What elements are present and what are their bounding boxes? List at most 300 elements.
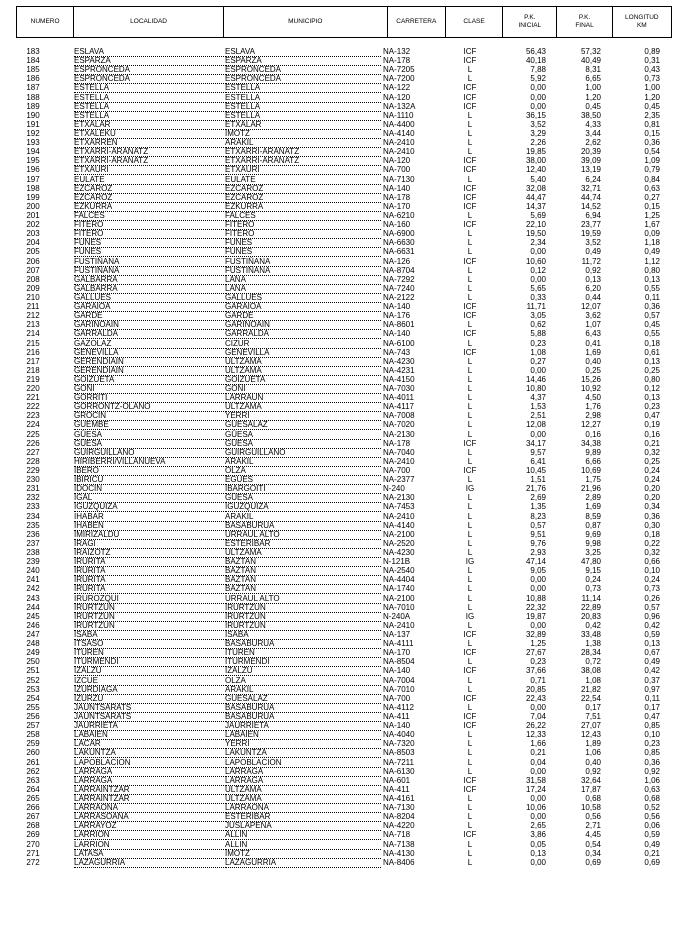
row-pk-final: 12,43 bbox=[580, 730, 601, 740]
row-localidad: LARRAONA bbox=[74, 803, 224, 813]
row-clase: L bbox=[467, 247, 473, 257]
header-numero: NUMERO bbox=[17, 7, 74, 38]
row-clase: L bbox=[467, 265, 473, 275]
row-pk-inicial: 0,05 bbox=[530, 839, 546, 849]
row-longitud: 0,17 bbox=[644, 702, 660, 712]
row-pk-final: 22,89 bbox=[580, 602, 601, 612]
row-pk-inicial: 0,00 bbox=[530, 101, 546, 111]
row-longitud: 0,09 bbox=[644, 229, 660, 239]
row-longitud: 0,10 bbox=[644, 730, 660, 740]
row-longitud: 0,21 bbox=[644, 438, 660, 448]
table-row bbox=[0, 539, 681, 548]
row-longitud: 0,25 bbox=[644, 456, 660, 466]
row-longitud: 0,52 bbox=[644, 803, 660, 813]
row-pk-final: 3,52 bbox=[585, 238, 601, 248]
table-row bbox=[0, 767, 681, 776]
row-carretera: NA-411 bbox=[383, 784, 410, 794]
row-numero: 186 bbox=[26, 74, 40, 84]
row-pk-final: 9,98 bbox=[585, 538, 601, 548]
row-municipio: ESTERIBAR bbox=[225, 539, 381, 549]
table-row bbox=[0, 785, 681, 794]
row-localidad: ETXAURI bbox=[74, 165, 224, 175]
row-numero: 254 bbox=[26, 693, 40, 703]
row-pk-final: 1,69 bbox=[585, 502, 601, 512]
row-longitud: 0,23 bbox=[644, 739, 660, 749]
table-row bbox=[0, 776, 681, 785]
row-clase: L bbox=[467, 338, 473, 348]
row-longitud: 0,89 bbox=[644, 47, 660, 56]
row-numero: 215 bbox=[26, 338, 40, 348]
row-carretera: NA-178 bbox=[383, 438, 411, 448]
row-numero: 245 bbox=[26, 611, 40, 621]
row-pk-final: 10,92 bbox=[580, 384, 601, 394]
row-pk-final: 9,15 bbox=[585, 566, 601, 576]
table-row bbox=[0, 676, 681, 685]
row-longitud: 0,11 bbox=[645, 292, 660, 302]
row-numero: 260 bbox=[26, 748, 40, 758]
row-clase: IG bbox=[465, 484, 475, 494]
row-pk-inicial: 0,13 bbox=[530, 848, 546, 858]
row-numero: 222 bbox=[26, 402, 40, 412]
row-municipio: ETXARRI-ARANATZ bbox=[225, 156, 381, 166]
table-row bbox=[0, 420, 681, 429]
row-carretera: NA-2130 bbox=[383, 429, 415, 439]
row-pk-inicial: 1,51 bbox=[530, 475, 546, 485]
row-localidad: ETXARREN bbox=[74, 138, 224, 148]
row-longitud: 0,57 bbox=[644, 602, 660, 612]
row-municipio: LAKUNTZA bbox=[225, 748, 381, 758]
row-clase: L bbox=[467, 374, 473, 384]
row-pk-final: 6,94 bbox=[585, 210, 601, 220]
row-numero: 251 bbox=[26, 666, 40, 676]
row-clase: L bbox=[467, 74, 473, 84]
row-carretera: NA-6631 bbox=[383, 247, 415, 257]
row-pk-inicial: 3,86 bbox=[530, 830, 546, 840]
row-pk-inicial: 0,00 bbox=[530, 575, 546, 585]
row-pk-final: 4,45 bbox=[585, 830, 601, 840]
row-pk-final: 9,69 bbox=[585, 529, 601, 539]
row-carretera: NA-6210 bbox=[383, 210, 415, 220]
row-localidad: LARRAYOZ bbox=[74, 821, 224, 831]
row-localidad: IZURZU bbox=[74, 694, 224, 704]
table-row bbox=[0, 493, 681, 502]
row-clase: L bbox=[467, 520, 473, 530]
row-pk-final: 0,41 bbox=[585, 338, 601, 348]
table-row bbox=[0, 630, 681, 639]
row-pk-final: 6,66 bbox=[585, 456, 601, 466]
row-longitud: 0,73 bbox=[644, 74, 660, 84]
row-pk-final: 20,39 bbox=[580, 147, 601, 157]
row-carretera: NA-700 bbox=[383, 466, 411, 476]
row-localidad: IZALZU bbox=[74, 666, 224, 676]
row-localidad: GOIZUETA bbox=[74, 375, 224, 385]
table-row bbox=[0, 603, 681, 612]
row-municipio: JAURRIETA bbox=[225, 721, 381, 731]
row-numero: 259 bbox=[26, 739, 40, 749]
row-localidad: EZCAROZ bbox=[74, 184, 224, 194]
row-numero: 252 bbox=[26, 675, 40, 685]
row-longitud: 0,73 bbox=[644, 584, 660, 594]
row-municipio: BASABURUA bbox=[225, 712, 381, 722]
row-carretera: NA-8601 bbox=[383, 320, 415, 330]
row-pk-inicial: 27,67 bbox=[525, 648, 546, 658]
row-localidad: IRUROZQUI bbox=[74, 594, 224, 604]
row-localidad: GARAIOA bbox=[74, 302, 224, 312]
row-clase: L bbox=[467, 493, 473, 503]
row-municipio: EZKURRA bbox=[225, 202, 381, 212]
row-pk-inicial: 7,88 bbox=[530, 65, 546, 75]
row-localidad: ITURMENDI bbox=[74, 657, 224, 667]
row-localidad: ETXALEKU bbox=[74, 129, 224, 139]
row-numero: 188 bbox=[26, 92, 40, 102]
row-longitud: 0,59 bbox=[644, 630, 660, 639]
row-localidad: IDOCIN bbox=[74, 484, 224, 494]
row-pk-inicial: 0,00 bbox=[530, 584, 546, 594]
row-pk-inicial: 10,45 bbox=[525, 466, 546, 476]
row-numero: 195 bbox=[26, 156, 40, 166]
row-pk-final: 0,49 bbox=[585, 247, 601, 257]
row-carretera: NA-4111 bbox=[383, 639, 414, 649]
row-clase: L bbox=[467, 147, 473, 157]
row-longitud: 0,24 bbox=[644, 466, 660, 476]
row-longitud: 0,97 bbox=[644, 684, 660, 694]
row-clase: IG bbox=[465, 557, 475, 567]
row-clase: L bbox=[467, 548, 473, 558]
row-numero: 232 bbox=[26, 493, 40, 503]
row-pk-inicial: 1,25 bbox=[530, 639, 546, 649]
row-municipio: BAZTAN bbox=[225, 584, 381, 594]
row-numero: 238 bbox=[26, 548, 40, 558]
row-longitud: 0,79 bbox=[644, 165, 660, 175]
row-municipio: IGUZQUIZA bbox=[225, 502, 381, 512]
row-carretera: NA-7040 bbox=[383, 447, 415, 457]
row-numero: 233 bbox=[26, 502, 40, 512]
row-pk-final: 11,72 bbox=[581, 256, 601, 266]
row-clase: L bbox=[467, 411, 473, 421]
table-row bbox=[0, 229, 681, 238]
row-longitud: 0,68 bbox=[644, 793, 660, 803]
table-row bbox=[0, 293, 681, 302]
row-clase: ICF bbox=[463, 92, 477, 102]
row-pk-final: 0,17 bbox=[585, 702, 601, 712]
row-clase: L bbox=[467, 274, 473, 284]
row-pk-inicial: 22,32 bbox=[525, 602, 546, 612]
row-carretera: NA-7205 bbox=[383, 65, 415, 75]
row-numero: 212 bbox=[26, 311, 40, 321]
row-longitud: 1,25 bbox=[644, 210, 660, 220]
row-longitud: 0,59 bbox=[644, 830, 660, 840]
row-clase: L bbox=[467, 292, 473, 302]
row-pk-final: 2,89 bbox=[585, 493, 601, 503]
row-municipio: LAPOBLACION bbox=[225, 758, 381, 768]
row-longitud: 0,43 bbox=[644, 65, 660, 75]
row-carretera: NA-4140 bbox=[383, 128, 415, 138]
row-clase: ICF bbox=[463, 721, 477, 731]
row-carretera: NA-743 bbox=[383, 347, 411, 357]
row-pk-final: 10,69 bbox=[580, 466, 601, 476]
table-row bbox=[0, 202, 681, 211]
row-pk-final: 23,77 bbox=[580, 220, 601, 230]
row-pk-final: 38,50 bbox=[580, 110, 601, 120]
row-carretera: NA-178 bbox=[383, 56, 411, 66]
table-row bbox=[0, 758, 681, 767]
row-pk-final: 1,07 bbox=[585, 320, 601, 330]
row-municipio: JUSLAPEÑA bbox=[225, 821, 381, 831]
row-clase: L bbox=[467, 812, 473, 822]
row-numero: 192 bbox=[26, 128, 40, 138]
row-numero: 237 bbox=[26, 538, 40, 548]
row-localidad: GALBARRA bbox=[74, 275, 224, 285]
row-carretera: NA-8204 bbox=[383, 812, 415, 822]
row-pk-final: 6,24 bbox=[585, 174, 601, 184]
row-localidad: FUSTIÑANA bbox=[74, 257, 224, 267]
row-pk-final: 32,71 bbox=[580, 183, 601, 193]
row-carretera: NA-6900 bbox=[383, 229, 415, 239]
row-longitud: 0,19 bbox=[644, 420, 660, 430]
row-municipio: ESPRONCEDA bbox=[225, 65, 381, 75]
row-numero: 211 bbox=[26, 302, 40, 312]
row-pk-inicial: 2,65 bbox=[530, 821, 546, 831]
row-longitud: 0,47 bbox=[644, 711, 660, 721]
row-clase: ICF bbox=[463, 192, 477, 202]
row-carretera: NA-176 bbox=[383, 311, 411, 321]
row-municipio: ESLAVA bbox=[225, 47, 381, 57]
row-numero: 185 bbox=[26, 65, 40, 75]
row-municipio: GOÑI bbox=[225, 384, 381, 394]
row-municipio: EZCAROZ bbox=[225, 193, 381, 203]
row-pk-final: 1,69 bbox=[585, 347, 601, 357]
row-numero: 244 bbox=[26, 602, 40, 612]
row-numero: 209 bbox=[26, 283, 40, 293]
table-row bbox=[0, 93, 681, 102]
row-municipio: ESTELLA bbox=[225, 111, 381, 121]
row-localidad: GERENDIAIN bbox=[74, 366, 224, 376]
row-pk-final: 0,56 bbox=[585, 812, 601, 822]
row-pk-inicial: 1,08 bbox=[530, 347, 546, 357]
row-municipio: URRAUL ALTO bbox=[225, 530, 381, 540]
row-numero: 183 bbox=[26, 47, 40, 56]
row-pk-inicial: 9,57 bbox=[530, 447, 546, 457]
row-pk-final: 40,49 bbox=[580, 56, 601, 66]
row-localidad: IHABEN bbox=[74, 521, 224, 531]
row-numero: 207 bbox=[26, 265, 40, 275]
row-carretera: NA-4130 bbox=[383, 848, 415, 858]
row-pk-inicial: 0,21 bbox=[530, 748, 546, 758]
row-municipio: GUESALAZ bbox=[225, 694, 381, 704]
row-clase: ICF bbox=[463, 775, 477, 785]
row-longitud: 1,00 bbox=[644, 83, 660, 93]
row-pk-inicial: 44,47 bbox=[525, 192, 546, 202]
row-carretera: NA-8503 bbox=[383, 748, 415, 758]
row-pk-inicial: 36,15 bbox=[525, 110, 546, 120]
row-localidad: LARRAINTZAR bbox=[74, 785, 224, 795]
row-numero: 241 bbox=[26, 575, 40, 585]
row-clase: ICF bbox=[463, 156, 477, 166]
row-carretera: NA-4117 bbox=[383, 402, 414, 412]
row-numero: 225 bbox=[26, 429, 40, 439]
table-row bbox=[0, 694, 681, 703]
row-pk-inicial: 3,05 bbox=[530, 311, 546, 321]
row-numero: 190 bbox=[26, 110, 40, 120]
row-pk-final: 47,80 bbox=[580, 557, 601, 567]
row-pk-inicial: 0,00 bbox=[530, 429, 546, 439]
table-row bbox=[0, 721, 681, 730]
row-localidad: GENEVILLA bbox=[74, 348, 224, 358]
row-clase: L bbox=[467, 119, 473, 129]
row-clase: ICF bbox=[463, 83, 477, 93]
row-municipio: GÜESA bbox=[225, 430, 381, 440]
row-numero: 198 bbox=[26, 183, 40, 193]
row-localidad: ITUREN bbox=[74, 648, 224, 658]
row-longitud: 0,11 bbox=[645, 693, 660, 703]
table-row bbox=[0, 575, 681, 584]
row-municipio: ETXALAR bbox=[225, 120, 381, 130]
table-row bbox=[0, 275, 681, 284]
row-municipio: ITURMENDI bbox=[225, 657, 381, 667]
row-carretera: NA-170 bbox=[383, 648, 411, 658]
row-numero: 205 bbox=[26, 247, 40, 257]
row-numero: 224 bbox=[26, 420, 40, 430]
row-carretera: NA-7292 bbox=[383, 274, 415, 284]
row-localidad: IRURITA bbox=[74, 575, 224, 585]
row-localidad: LARRION bbox=[74, 840, 224, 850]
row-localidad: GUIRGUILLANO bbox=[74, 448, 224, 458]
row-clase: L bbox=[467, 848, 473, 858]
row-localidad: GROCIN bbox=[74, 411, 224, 421]
row-localidad: FITERO bbox=[74, 229, 224, 239]
row-pk-inicial: 2,34 bbox=[530, 238, 546, 248]
row-clase: L bbox=[467, 138, 473, 148]
row-carretera: NA-7211 bbox=[383, 757, 414, 767]
row-localidad: ESTELLA bbox=[74, 111, 224, 121]
row-pk-final: 15,26 bbox=[580, 374, 601, 384]
row-municipio: ESPARZA bbox=[225, 56, 381, 66]
row-pk-inicial: 0,62 bbox=[530, 320, 546, 330]
row-numero: 220 bbox=[26, 384, 40, 394]
row-carretera: NA-132 bbox=[383, 47, 411, 56]
row-numero: 202 bbox=[26, 220, 40, 230]
row-pk-inicial: 22,10 bbox=[525, 220, 546, 230]
row-numero: 196 bbox=[26, 165, 40, 175]
row-pk-final: 28,34 bbox=[580, 648, 601, 658]
row-clase: L bbox=[467, 803, 473, 813]
row-longitud: 0,92 bbox=[644, 766, 660, 776]
row-carretera: NA-2410 bbox=[383, 620, 415, 630]
table-row bbox=[0, 165, 681, 174]
row-localidad: GÜESA bbox=[74, 430, 224, 440]
row-longitud: 0,61 bbox=[644, 347, 660, 357]
row-numero: 248 bbox=[26, 639, 40, 649]
row-numero: 247 bbox=[26, 630, 40, 639]
table-row bbox=[0, 411, 681, 420]
row-municipio: LARRAGA bbox=[225, 776, 381, 786]
row-pk-final: 0,34 bbox=[585, 848, 601, 858]
row-localidad: IRAIZOTZ bbox=[74, 548, 224, 558]
row-clase: ICF bbox=[463, 47, 477, 56]
row-longitud: 0,66 bbox=[644, 557, 660, 567]
row-localidad: ETXARRI-ARANATZ bbox=[74, 147, 224, 157]
row-carretera: NA-8406 bbox=[383, 857, 415, 867]
row-localidad: GARRALDA bbox=[74, 329, 224, 339]
row-longitud: 0,55 bbox=[644, 329, 660, 339]
row-pk-inicial: 14,46 bbox=[525, 374, 546, 384]
table-row bbox=[0, 648, 681, 657]
row-pk-inicial: 0,23 bbox=[530, 657, 546, 667]
table-row bbox=[0, 138, 681, 147]
row-pk-final: 8,31 bbox=[585, 65, 601, 75]
table-row bbox=[0, 156, 681, 165]
row-pk-inicial: 0,23 bbox=[530, 338, 546, 348]
row-clase: ICF bbox=[463, 347, 477, 357]
row-longitud: 0,13 bbox=[644, 393, 660, 403]
row-clase: L bbox=[467, 602, 473, 612]
table-row bbox=[0, 794, 681, 803]
row-longitud: 2,35 bbox=[644, 110, 660, 120]
row-municipio: BAZTAN bbox=[225, 557, 381, 567]
row-carretera: NA-2377 bbox=[383, 475, 415, 485]
table-row bbox=[0, 74, 681, 83]
row-carretera: NA-8704 bbox=[383, 265, 415, 275]
row-longitud: 0,30 bbox=[644, 520, 660, 530]
row-clase: L bbox=[467, 429, 473, 439]
row-pk-inicial: 5,69 bbox=[530, 210, 546, 220]
row-localidad: ITSASO bbox=[74, 639, 224, 649]
row-municipio: GOIZUETA bbox=[225, 375, 381, 385]
table-row bbox=[0, 621, 681, 630]
row-pk-final: 32,64 bbox=[580, 775, 601, 785]
row-pk-final: 3,62 bbox=[585, 311, 601, 321]
row-municipio: ARAKIL bbox=[225, 138, 381, 148]
row-localidad: JAUNTSARATS bbox=[74, 703, 224, 713]
row-pk-inicial: 0,00 bbox=[530, 274, 546, 284]
row-numero: 235 bbox=[26, 520, 40, 530]
table-row bbox=[0, 594, 681, 603]
row-clase: ICF bbox=[463, 466, 477, 476]
row-numero: 231 bbox=[26, 484, 40, 494]
row-localidad: FUNES bbox=[74, 238, 224, 248]
row-numero: 271 bbox=[26, 848, 40, 858]
table-row bbox=[0, 393, 681, 402]
row-clase: L bbox=[467, 456, 473, 466]
table-row bbox=[0, 730, 681, 739]
table-row bbox=[0, 803, 681, 812]
row-numero: 270 bbox=[26, 839, 40, 849]
table-row bbox=[0, 566, 681, 575]
row-clase: ICF bbox=[463, 630, 477, 639]
table-row bbox=[0, 247, 681, 256]
row-municipio: GARINOAIN bbox=[225, 320, 381, 330]
row-pk-final: 1,08 bbox=[585, 675, 601, 685]
row-pk-final: 1,38 bbox=[585, 639, 601, 649]
row-pk-inicial: 10,06 bbox=[525, 803, 546, 813]
row-municipio: IZALZU bbox=[225, 666, 381, 676]
row-municipio: IRURTZUN bbox=[225, 612, 381, 622]
row-pk-final: 1,89 bbox=[585, 739, 601, 749]
row-localidad: GALLUES bbox=[74, 293, 224, 303]
row-carretera: NA-411 bbox=[383, 711, 410, 721]
row-numero: 234 bbox=[26, 511, 40, 521]
row-localidad: HIRIBERRI/VILLANUEVA bbox=[74, 457, 224, 467]
table-row bbox=[0, 548, 681, 557]
row-carretera: NA-7138 bbox=[383, 839, 415, 849]
row-carretera: NA-2130 bbox=[383, 493, 415, 503]
row-pk-inicial: 12,33 bbox=[525, 730, 546, 740]
row-clase: ICF bbox=[463, 311, 477, 321]
row-pk-final: 0,68 bbox=[585, 793, 601, 803]
row-localidad: FUNES bbox=[74, 247, 224, 257]
table-row bbox=[0, 657, 681, 666]
row-clase: ICF bbox=[463, 56, 477, 66]
